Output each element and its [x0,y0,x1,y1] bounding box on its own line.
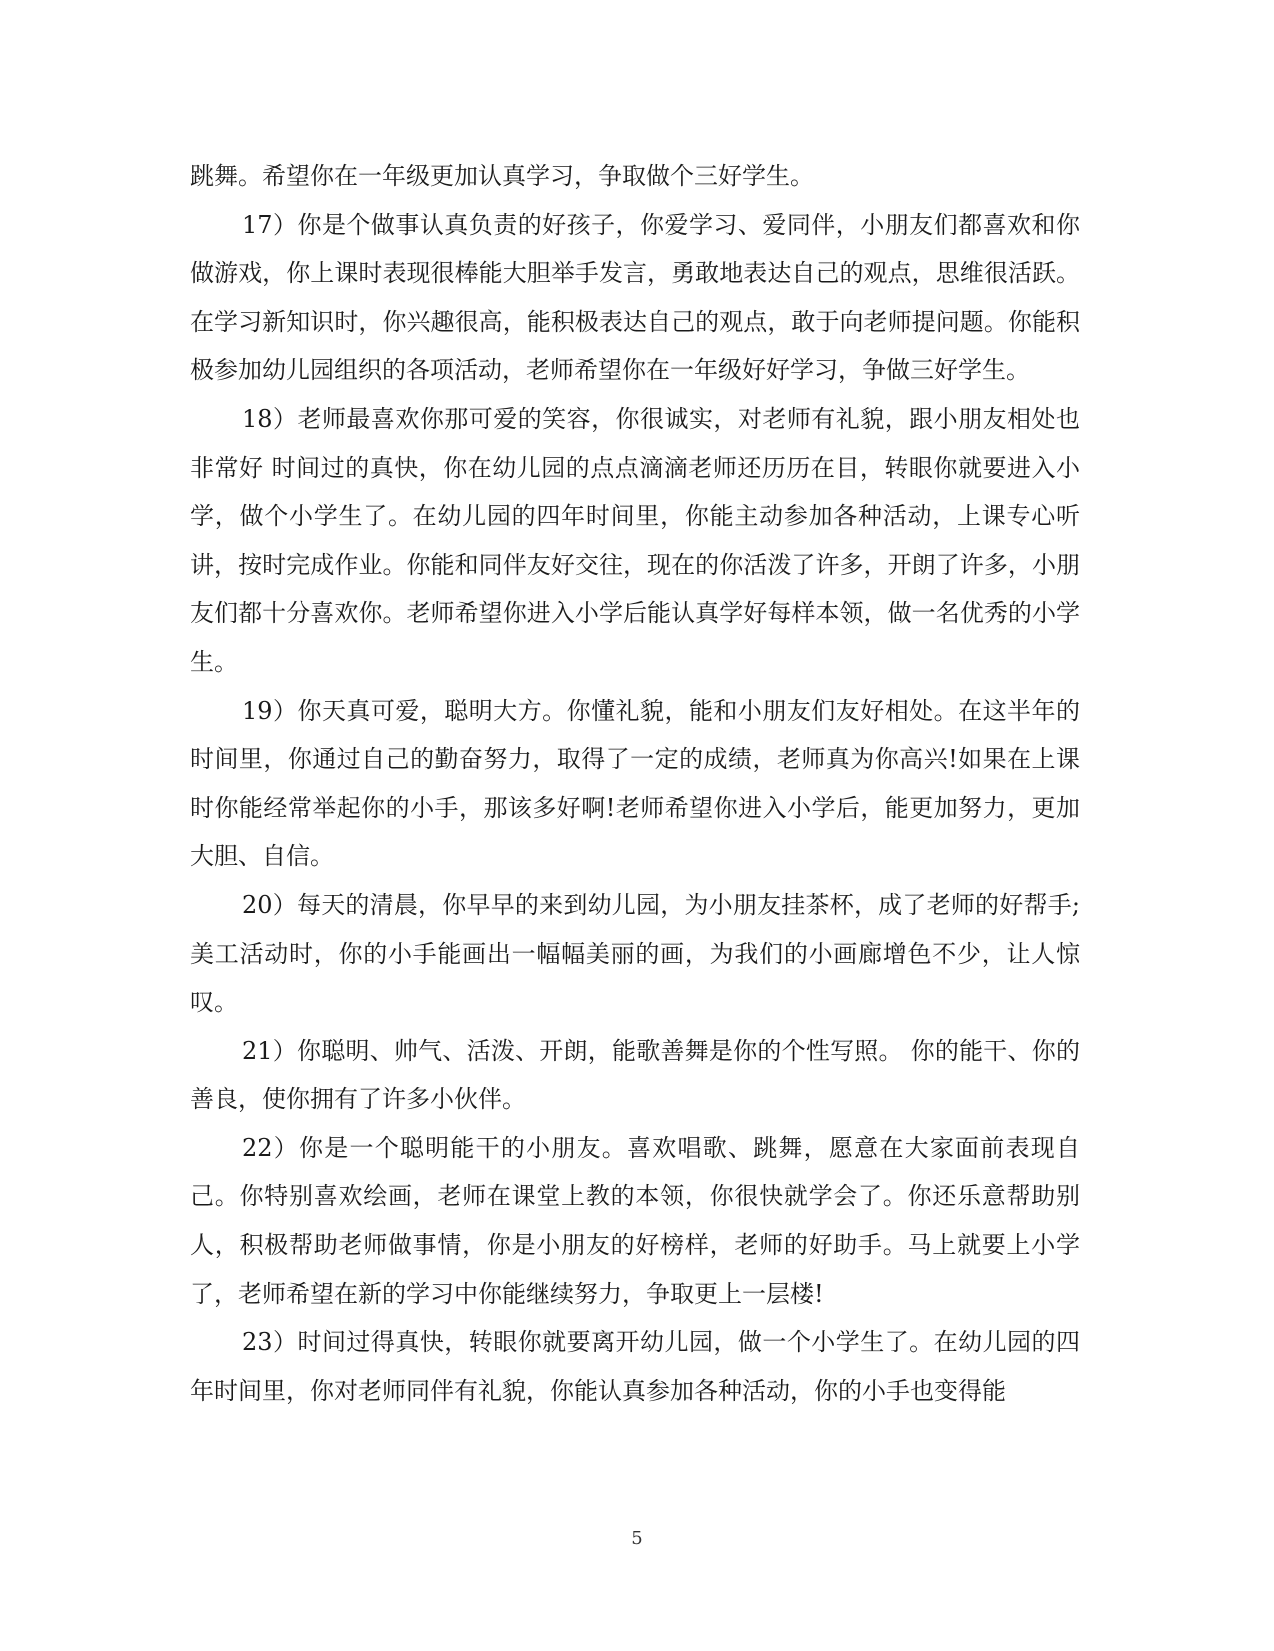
paragraph-23: 23）时间过得真快，转眼你就要离开幼儿园，做一个小学生了。在幼儿园的四年时间里，你对老师同伴有礼貌，你能认真参加各种活动，你的小手也变得能 [190,1328,1080,1405]
paragraph-18: 18）老师最喜欢你那可爱的笑容，你很诚实，对老师有礼貌，跟小朋友相处也非常好 时间过的真快，你在幼儿园的点点滴滴老师还历历在目，转眼你就要进入小学，做个小学生了。在幼儿园的四年时间里，你能主动参加各种活动，上课专心听讲，按时完成作业。你能和同伴友好交往，现在的你活泼了许多，开朗了许多，小朋友们都十分喜欢你。老师希望你进入小学后能认真学好每样本领，做一名优秀的小学生。 [190,404,1080,676]
document-body [190,152,1080,1415]
paragraph-19: 19）你天真可爱，聪明大方。你懂礼貌，能和小朋友们友好相处。在这半年的时间里，你通过自己的勤奋努力，取得了一定的成绩，老师真为你高兴!如果在上课时你能经常举起你的小手，那该多好啊!老师希望你进入小学后，能更加努力，更加大胆、自信。 [190,696,1080,871]
paragraph-17: 17）你是个做事认真负责的好孩子，你爱学习、爱同伴，小朋友们都喜欢和你做游戏，你上课时表现很棒能大胆举手发言，勇敢地表达自己的观点，思维很活跃。在学习新知识时，你兴趣很高，能积极表达自己的观点，敢于向老师提问题。你能积极参加幼儿园组织的各项活动，老师希望你在一年级好好学习，争做三好学生。 [190,210,1080,385]
paragraph-22: 22）你是一个聪明能干的小朋友。喜欢唱歌、跳舞，愿意在大家面前表现自己。你特别喜欢绘画，老师在课堂上教的本领，你很快就学会了。你还乐意帮助别人，积极帮助老师做事情，你是小朋友的好榜样，老师的好助手。马上就要上小学了，老师希望在新的学习中你能继续努力，争取更上一层楼! [190,1133,1080,1308]
paragraph-continuation: 跳舞。希望你在一年级更加认真学习，争取做个三好学生。 [190,162,814,190]
page-number: 5 [631,1528,643,1549]
paragraph-21: 21）你聪明、帅气、活泼、开朗，能歌善舞是你的个性写照。 你的能干、你的善良，使你拥有了许多小伙伴。 [190,1036,1080,1114]
paragraph-20: 20）每天的清晨，你早早的来到幼儿园，为小朋友挂茶杯，成了老师的好帮手;美工活动时，你的小手能画出一幅幅美丽的画，为我们的小画廊增色不少，让人惊叹。 [190,890,1080,1017]
